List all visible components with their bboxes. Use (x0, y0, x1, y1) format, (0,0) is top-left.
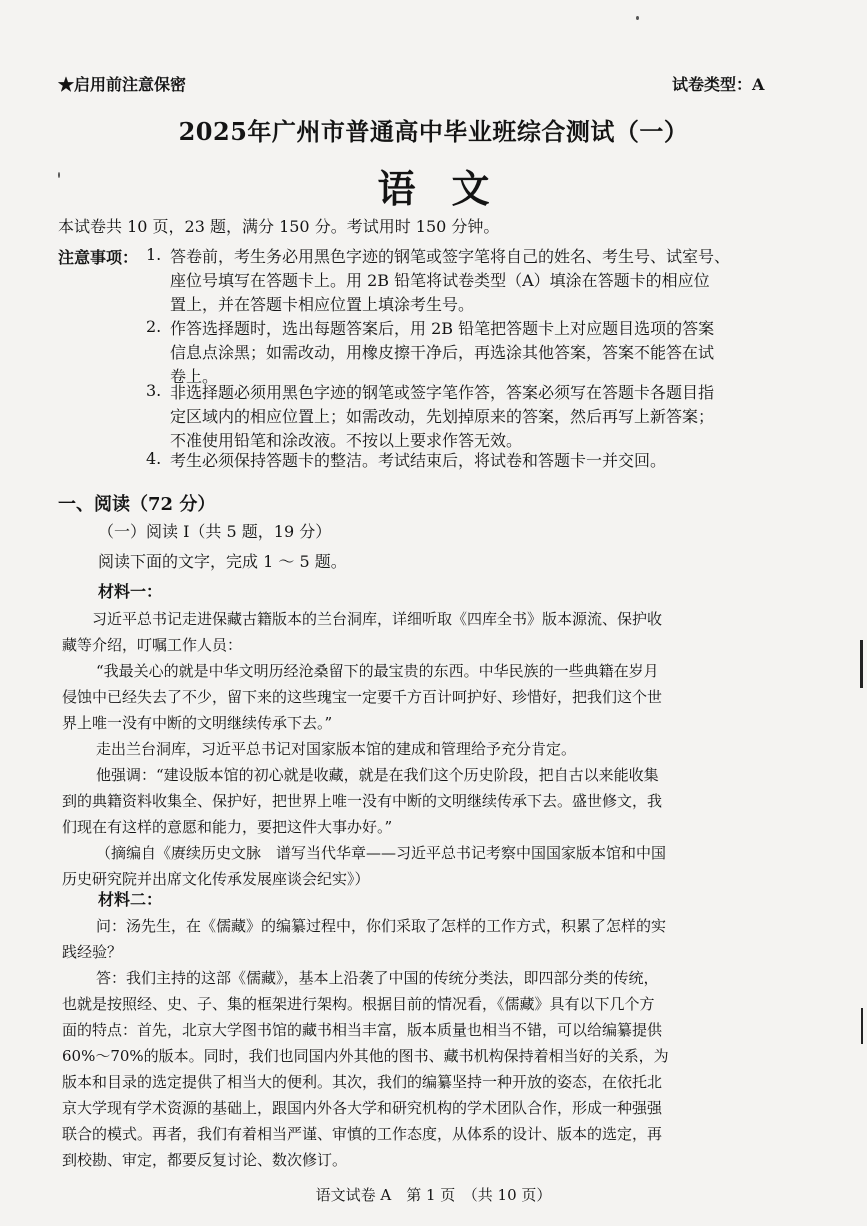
material-line: 到校勘、审定，都要反复讨论、数次修订。 (62, 1151, 348, 1169)
material-line: 们现在有这样的意愿和能力，要把这件大事办好。” (62, 818, 393, 836)
notice-line: 置上，并在答题卡相应位置上填涂考生号。 (170, 295, 475, 314)
notice-item-number: 4. (146, 449, 162, 468)
material-line: 京大学现有学术资源的基础上，跟国内外各大学和研究机构的学术团队合作，形成一种强强 (62, 1099, 663, 1117)
material-line: 答：我们主持的这部《儒藏》，基本上沿袭了中国的传统分类法，即四部分类的传统， (96, 969, 659, 987)
material-one-label: 材料一： (98, 582, 163, 601)
notice-line: 卷上。 (170, 367, 219, 386)
material-two-label: 材料二： (98, 890, 163, 909)
scan-edge-mark (860, 640, 863, 688)
exam-title: 2025年广州市普通高中毕业班综合测试（一） (178, 117, 689, 146)
material-line: 联合的模式。再者，我们有着相当严谨、审慎的工作态度，从体系的设计、版本的选定，再 (62, 1125, 663, 1143)
material-line: 侵蚀中已经失去了不少，留下来的这些瑰宝一定要千方百计呵护好、珍惜好，把我们这个世 (62, 688, 663, 706)
material-line: 界上唯一没有中断的文明继续传承下去。” (62, 714, 333, 732)
notice-line: 非选择题必须用黑色字迹的钢笔或签字笔作答，答案必须写在答题卡各题目指 (170, 383, 715, 402)
notice-item-number: 1. (146, 245, 162, 264)
reading-instruction: 阅读下面的文字，完成 1 ～ 5 题。 (98, 552, 347, 571)
material-line: 践经验？ (62, 943, 123, 961)
notice-item-number: 3. (146, 381, 162, 400)
material-line: 也就是按照经、史、子、集的框架进行架构。根据目前的情况看，《儒藏》具有以下几个方 (62, 995, 655, 1013)
scan-speck (636, 16, 639, 20)
paper-type-label: 试卷类型：A (672, 75, 765, 94)
notice-item-number: 2. (146, 317, 162, 336)
notice-line: 定区域内的相应位置上；如需改动，先划掉原来的答案，然后再写上新答案； (170, 407, 715, 426)
material-line: 藏等介绍，叮嘱工作人员： (62, 636, 243, 654)
material-line: 问：汤先生，在《儒藏》的编纂过程中，你们采取了怎样的工作方式，积累了怎样的实 (96, 917, 667, 935)
notice-label: 注意事项： (58, 248, 139, 267)
material-line: 版本和目录的选定提供了相当大的便利。其次，我们的编纂坚持一种开放的姿态，在依托北 (62, 1073, 663, 1091)
material-line: “我最关心的就是中华文明历经沧桑留下的最宝贵的东西。中华民族的一些典籍在岁月 (96, 662, 659, 680)
notice-line: 座位号填写在答题卡上。用 2B 铅笔将试卷类型（A）填涂在答题卡的相应位 (170, 271, 710, 290)
subject-title: 语文 (377, 166, 526, 211)
material-line: 走出兰台洞库，习近平总书记对国家版本馆的建成和管理给予充分肯定。 (96, 740, 577, 758)
material-line: 到的典籍资料收集全、保护好，把世界上唯一没有中断的文明继续传承下去。盛世修文，我 (62, 792, 663, 810)
notice-line: 不准使用铅笔和涂改液。不按以上要求作答无效。 (170, 431, 523, 450)
material-source: 历史研究院并出席文化传承发展座谈会纪实》） (62, 870, 370, 888)
material-line: 他强调：“建设版本馆的初心就是收藏，就是在我们这个历史阶段，把自古以来能收集 (96, 766, 659, 784)
material-line: 面的特点：首先，北京大学图书馆的藏书相当丰富，版本质量也相当不错，可以给编纂提供 (62, 1021, 663, 1039)
material-line: 60%～70%的版本。同时，我们也同国内外其他的图书、藏书机构保持着相当好的关系，为 (62, 1047, 669, 1065)
exam-intro: 本试卷共 10 页，23 题，满分 150 分。考试用时 150 分钟。 (58, 217, 500, 236)
scan-speck (58, 172, 60, 178)
notice-line: 信息点涂黑；如需改动，用橡皮擦干净后，再选涂其他答案，答案不能答在试 (170, 343, 715, 362)
page-footer: 语文试卷 A 第 1 页 （共 10 页） (315, 1186, 552, 1204)
confidential-label: ★启用前注意保密 (58, 75, 187, 94)
notice-line: 考生必须保持答题卡的整洁。考试结束后，将试卷和答题卡一并交回。 (170, 451, 667, 470)
subsection-heading: （一）阅读 I（共 5 题，19 分） (98, 522, 332, 541)
material-line: 习近平总书记走进保藏古籍版本的兰台洞库，详细听取《四库全书》版本源流、保护收 (92, 610, 663, 628)
scan-edge-mark (861, 1008, 863, 1044)
notice-line: 作答选择题时，选出每题答案后，用 2B 铅笔把答题卡上对应题目选项的答案 (170, 319, 715, 338)
notice-line: 答卷前，考生务必用黑色字迹的钢笔或签字笔将自己的姓名、考生号、试室号、 (170, 247, 731, 266)
section-heading: 一、阅读（72 分） (58, 494, 216, 515)
material-source: （摘编自《赓续历史文脉 谱写当代华章——习近平总书记考察中国国家版本馆和中国 (96, 844, 667, 862)
